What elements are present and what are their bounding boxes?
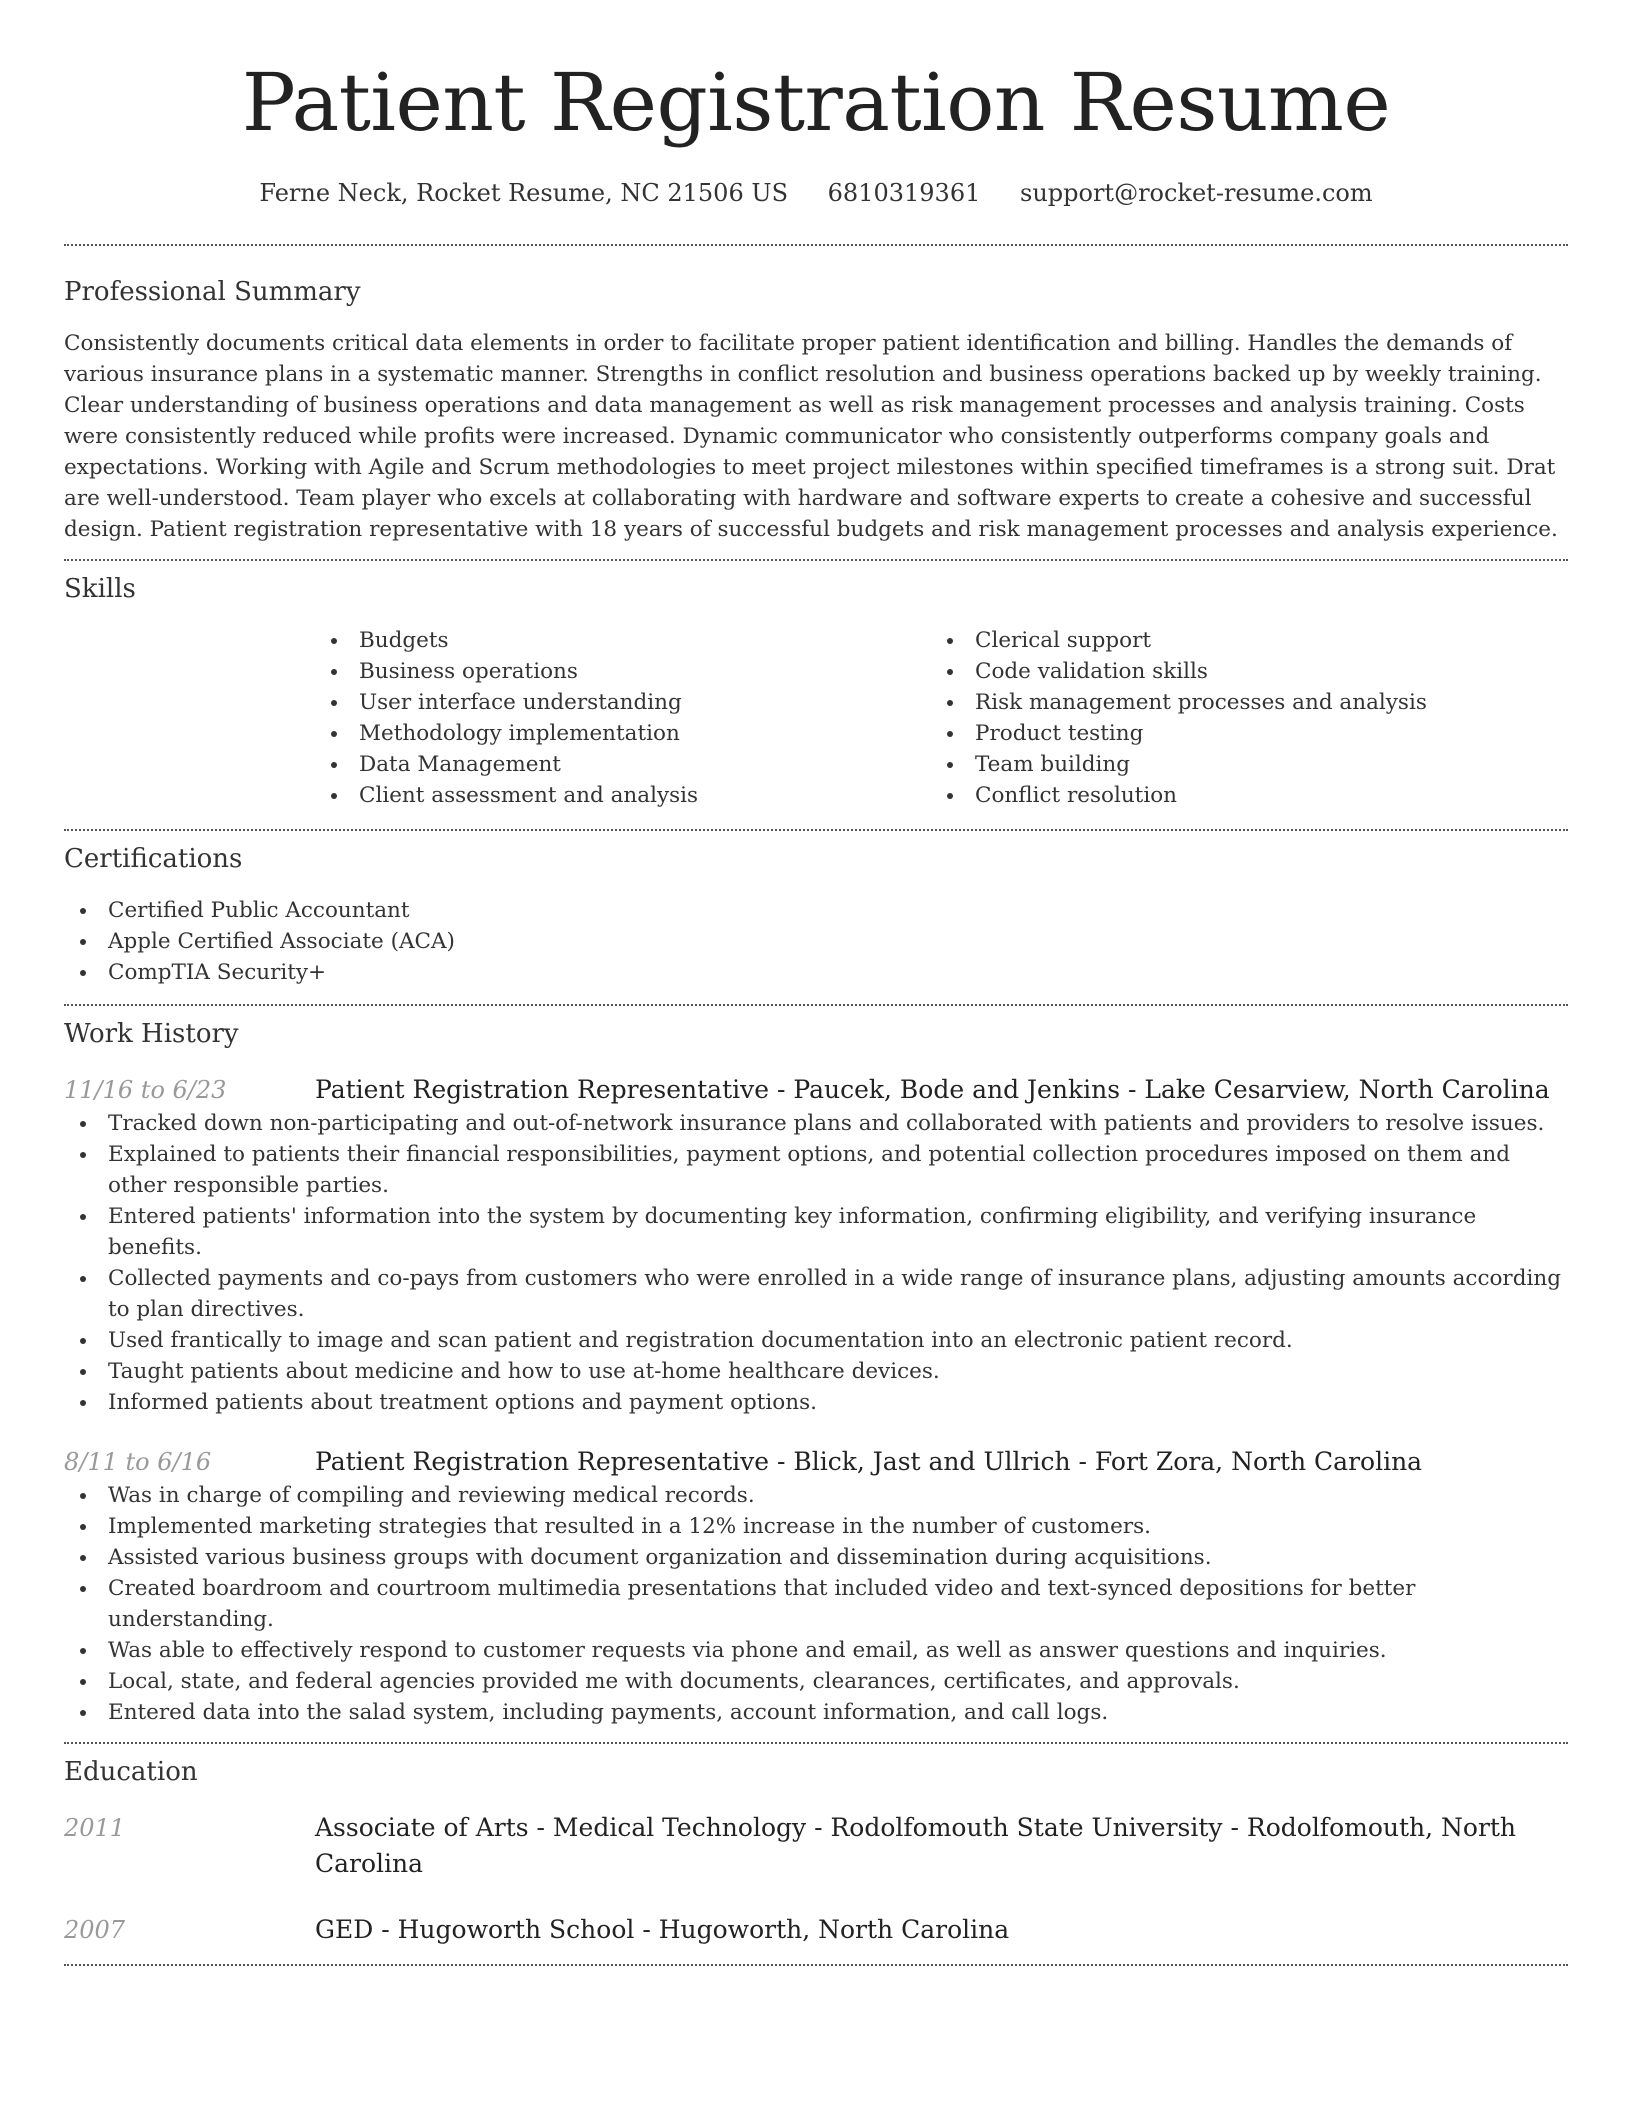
skills-list-left <box>315 625 931 811</box>
skill-item: Team building <box>931 749 1547 780</box>
certification-item: CompTIA Security+ <box>64 957 1568 988</box>
job-bullet: Entered patients' information into the system by documenting key information, confirming eligibility, and verifying insurance benefits. <box>64 1201 1568 1263</box>
job-title: Patient Registration Representative - Blick, Jast and Ullrich - Fort Zora, North Carolina <box>315 1447 1423 1476</box>
education-text: GED - Hugoworth School - Hugoworth, North Carolina <box>315 1915 1010 1944</box>
job-dates: 11/16 to 6/23 <box>64 1076 227 1104</box>
education-entry <box>64 1912 1568 1948</box>
skill-item: Risk management processes and analysis <box>931 687 1547 718</box>
job-bullet: Assisted various business groups with document organization and dissemination during acquisitions. <box>64 1542 1568 1573</box>
certifications-section <box>64 831 1568 1004</box>
job-bullet: Entered data into the salad system, including payments, account information, and call logs. <box>64 1697 1568 1728</box>
education-text: Associate of Arts - Medical Technology - Rodolfomouth State University - Rodolfomouth, North Carolina <box>315 1813 1517 1878</box>
job-bullet: Created boardroom and courtroom multimedia presentations that included video and text-synced depositions for better understanding. <box>64 1573 1568 1635</box>
contact-line <box>64 176 1568 210</box>
skills-section <box>64 561 1568 829</box>
job-bullet: Implemented marketing strategies that resulted in a 12% increase in the number of customers. <box>64 1511 1568 1542</box>
page-title: Patient Registration Resume <box>241 56 1391 149</box>
job-bullet: Informed patients about treatment options and payment options. <box>64 1387 1568 1418</box>
summary-text: Consistently documents critical data elements in order to facilitate proper patient identification and billing. Handles the demands of various insurance plans in a systematic manner. Strengths in conflict resolution and business operations backed up by weekly training. Clear understanding of business operations and data management as well as risk management processes and analysis training. Costs were consistently reduced while profits were increased. Dynamic communicator who consistently outperforms company goals and expectations. Working with Agile and Scrum methodologies to meet project milestones within specified timeframes is a strong suit. Drat are well-understood. Team player who excels at collaborating with hardware and software experts to create a cohesive and successful design. Patient registration representative with 18 years of successful budgets and risk management processes and analysis experience. <box>64 331 1558 542</box>
job-bullet: Was in charge of compiling and reviewing medical records. <box>64 1480 1568 1511</box>
skills-heading: Skills <box>64 574 136 604</box>
job-bullet: Was able to effectively respond to customer requests via phone and email, as well as answer questions and inquiries. <box>64 1635 1568 1666</box>
work-history-heading: Work History <box>64 1019 239 1049</box>
skill-item: Code validation skills <box>931 656 1547 687</box>
job-bullet: Tracked down non-participating and out-of-network insurance plans and collaborated with patients and providers to resolve issues. <box>64 1108 1568 1139</box>
contact-phone: 6810319361 <box>827 179 981 207</box>
certifications-heading: Certifications <box>64 844 243 874</box>
resume-header <box>64 0 1568 210</box>
job-dates: 8/11 to 6/16 <box>64 1448 212 1476</box>
skill-item: Clerical support <box>931 625 1547 656</box>
job-bullets <box>64 1480 1568 1728</box>
job-bullet: Collected payments and co-pays from customers who were enrolled in a wide range of insurance plans, adjusting amounts according to plan directives. <box>64 1263 1568 1325</box>
skill-item: Data Management <box>315 749 931 780</box>
job-bullet: Taught patients about medicine and how to use at-home healthcare devices. <box>64 1356 1568 1387</box>
education-year: 2011 <box>64 1814 126 1842</box>
job-title: Patient Registration Representative - Paucek, Bode and Jenkins - Lake Cesarview, North Carolina <box>315 1075 1550 1104</box>
certification-item: Certified Public Accountant <box>64 895 1568 926</box>
skill-item: Budgets <box>315 625 931 656</box>
education-heading: Education <box>64 1757 198 1787</box>
skill-item: Product testing <box>931 718 1547 749</box>
education-section <box>64 1744 1568 1964</box>
work-history-section <box>64 1006 1568 1742</box>
certification-item: Apple Certified Associate (ACA) <box>64 926 1568 957</box>
education-entry <box>64 1810 1568 1882</box>
job-entry <box>64 1444 1568 1728</box>
job-bullet: Used frantically to image and scan patient and registration documentation into an electronic patient record. <box>64 1325 1568 1356</box>
job-entry <box>64 1072 1568 1418</box>
skills-list-right <box>931 625 1547 811</box>
job-bullets <box>64 1108 1568 1418</box>
skills-grid <box>315 625 1568 811</box>
contact-email: support@rocket-resume.com <box>1020 179 1373 207</box>
summary-section <box>64 246 1568 559</box>
section-divider <box>64 1964 1568 1966</box>
job-bullet: Local, state, and federal agencies provided me with documents, clearances, certificates, and approvals. <box>64 1666 1568 1697</box>
skill-item: Methodology implementation <box>315 718 931 749</box>
contact-address: Ferne Neck, Rocket Resume, NC 21506 US <box>259 179 789 207</box>
education-year: 2007 <box>64 1916 126 1944</box>
certifications-list <box>64 895 1568 988</box>
job-header <box>64 1072 1568 1108</box>
skill-item: Conflict resolution <box>931 780 1547 811</box>
skill-item: Business operations <box>315 656 931 687</box>
job-header <box>64 1444 1568 1480</box>
skill-item: Client assessment and analysis <box>315 780 931 811</box>
job-bullet: Explained to patients their financial responsibilities, payment options, and potential collection procedures imposed on them and other responsible parties. <box>64 1139 1568 1201</box>
skill-item: User interface understanding <box>315 687 931 718</box>
summary-heading: Professional Summary <box>64 277 361 307</box>
